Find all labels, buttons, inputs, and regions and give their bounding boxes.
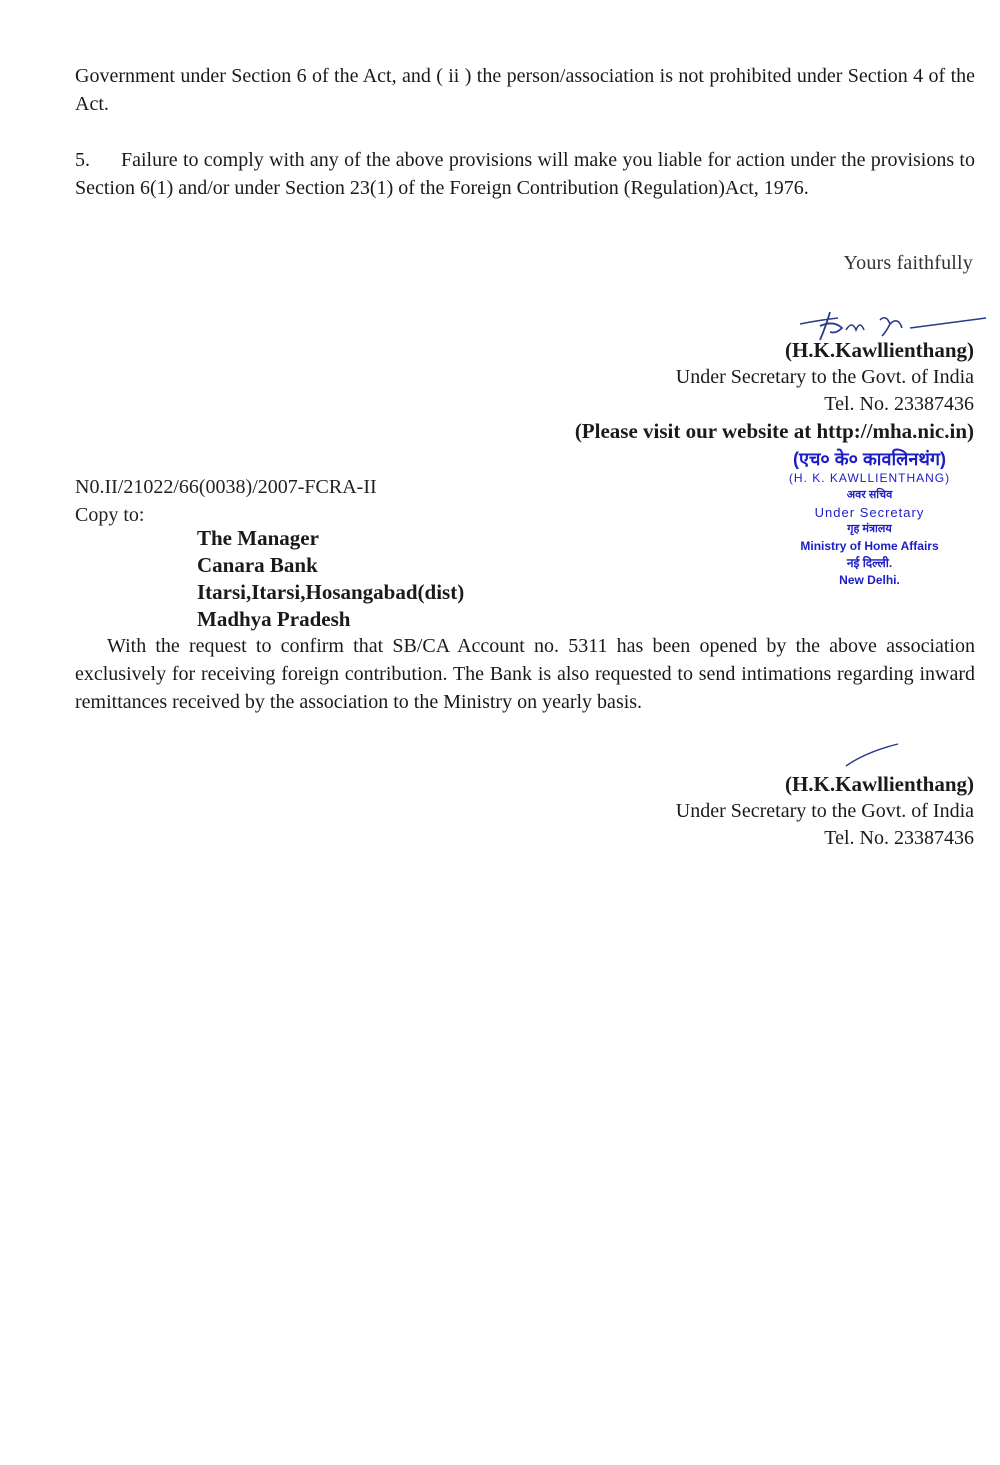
point-5-paragraph [75, 146, 975, 202]
address-line-4: Madhya Pradesh [197, 607, 351, 631]
point-5-number: 5. [75, 149, 90, 171]
stamp-hindi-name: (एच० के० कावलिनथंग) [793, 449, 946, 469]
stamp-english-designation: Under Secretary [814, 505, 925, 520]
address-line-2: Canara Bank [197, 553, 318, 577]
signatory-designation: Under Secretary to the Govt. of India [675, 366, 974, 388]
official-stamp [752, 448, 987, 589]
signatory-block-2 [676, 771, 974, 852]
stamp-hindi-ministry: गृह मंत्रालय [847, 523, 892, 535]
signatory-name: (H.K.Kawllienthang) [784, 338, 974, 362]
stamp-english-name: (H. K. KAWLLIENTHANG) [788, 471, 951, 485]
stamp-english-ministry: Ministry of Home Affairs [800, 539, 939, 553]
closing-salutation: Yours faithfully [843, 252, 973, 274]
stamp-hindi-city: नई दिल्ली. [846, 556, 893, 570]
address-line-1: The Manager [197, 526, 319, 550]
signatory-block-1 [575, 337, 974, 445]
copy-to-label: Copy to: [75, 504, 145, 526]
continuation-paragraph: Government under Section 6 of the Act, and ( ii ) the person/association is not prohibited under Section 4 of the Act. [75, 65, 975, 115]
signatory-name: (H.K.Kawllienthang) [784, 772, 974, 796]
signatory-telephone: Tel. No. 23387436 [824, 393, 974, 415]
stamp-english-city: New Delhi. [839, 573, 900, 587]
reference-number: N0.II/21022/66(0038)/2007-FCRA-II [75, 476, 377, 498]
address-line-3: Itarsi,Itarsi,Hosangabad(dist) [197, 580, 465, 604]
short-signature-mark [842, 740, 902, 770]
website-note: (Please visit our website at http://mha.nic.in) [574, 419, 974, 443]
request-paragraph: With the request to confirm that SB/CA Account no. 5311 has been opened by the above association exclusively for receiving foreign contribution. The Bank is also requested to send intimations regarding inward remittances received by the association to the Ministry on yearly basis. [75, 635, 975, 713]
point-5-text: Failure to comply with any of the above provisions will make you liable for action under the provisions to Section 6(1) and/or under Section 23(1) of the Foreign Contribution (Regulation)Act, 1976. [75, 149, 975, 199]
stamp-hindi-designation: अवर सचिव [846, 489, 893, 501]
recipient-address [197, 525, 464, 633]
signatory-telephone: Tel. No. 23387436 [824, 827, 974, 849]
signatory-designation: Under Secretary to the Govt. of India [675, 800, 974, 822]
